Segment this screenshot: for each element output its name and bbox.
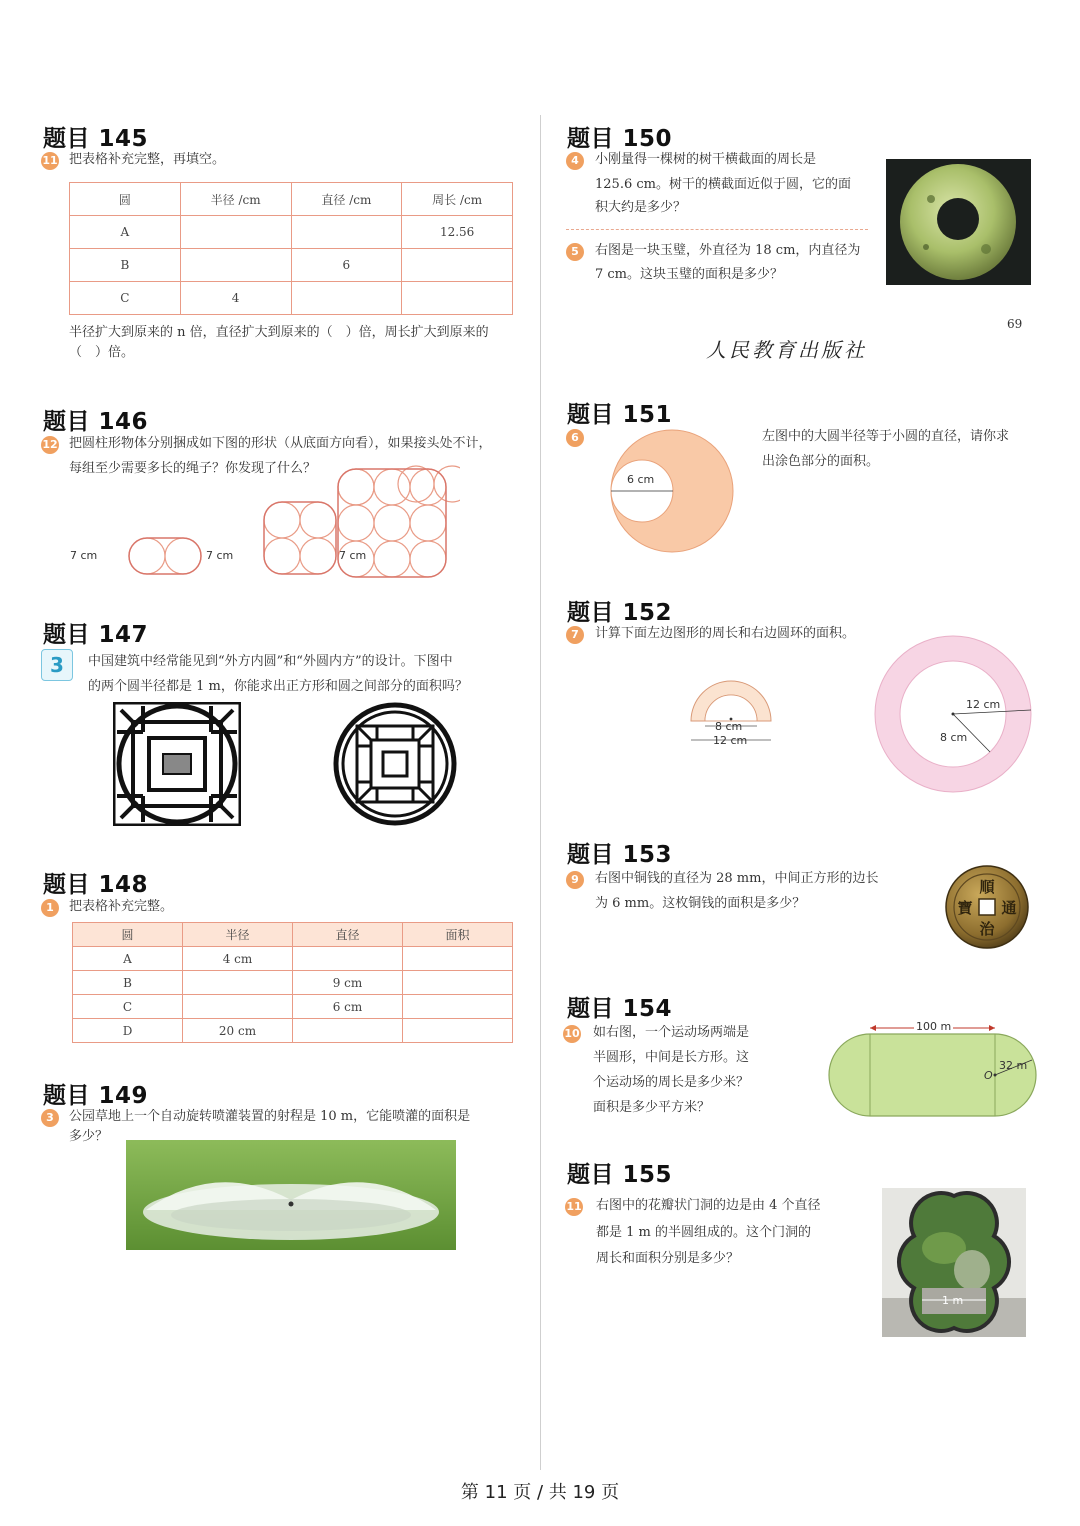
- table-cell: [402, 282, 513, 315]
- table-cell: [183, 995, 293, 1019]
- table-cell: [183, 971, 293, 995]
- q151-number-badge: 6: [566, 429, 584, 447]
- q152-number-badge: 7: [566, 626, 584, 644]
- q146-bundle-9: [330, 465, 455, 580]
- q153-number-badge: 9: [566, 871, 584, 889]
- q149-number-badge: 3: [41, 1109, 59, 1127]
- table-header-row: [73, 923, 513, 947]
- q151-title: 题目 151: [567, 402, 673, 428]
- q149-title: 题目 149: [43, 1083, 149, 1109]
- table-cell: 20 cm: [183, 1019, 293, 1043]
- table-cell: B: [73, 971, 183, 995]
- table-cell: B: [70, 249, 181, 282]
- table-cell: [402, 249, 513, 282]
- q149-sprinkler-photo: [126, 1140, 456, 1250]
- table-cell: D: [73, 1019, 183, 1043]
- column-divider: [540, 115, 541, 1470]
- table-header-cell: 半径 /cm: [180, 183, 291, 216]
- table-header-cell: 面积: [403, 923, 513, 947]
- q148-number-badge: 1: [41, 899, 59, 917]
- table-row: [70, 249, 513, 282]
- q145-fill-line1: 半径扩大到原来的 n 倍，直径扩大到原来的（ ）倍，周长扩大到原来的: [69, 325, 489, 340]
- table-cell: 4: [180, 282, 291, 315]
- q154-line3: 个运动场的周长是多少米？: [593, 1075, 750, 1090]
- q155-number-badge: 11: [565, 1198, 583, 1216]
- q155-doorway-photo: [882, 1188, 1026, 1337]
- q145-fill-line2: （ ）倍。: [69, 345, 135, 360]
- q149-line2: 多少？: [69, 1129, 109, 1144]
- q154-length-label: 100 m: [916, 1020, 952, 1033]
- table-header-cell: 直径: [293, 923, 403, 947]
- page-number-69: 69: [1007, 317, 1023, 331]
- table-cell: C: [70, 282, 181, 315]
- q148-text: 把表格补充完整。: [69, 899, 174, 914]
- table-cell: [403, 971, 513, 995]
- q147-square-window-image: [113, 702, 241, 826]
- q151-line1: 左图中的大圆半径等于小圆的直径，请你求: [762, 429, 1010, 444]
- q151-label-6cm: 6 cm: [627, 473, 655, 486]
- q151-line2: 出涂色部分的面积。: [762, 454, 880, 469]
- table-cell: [403, 947, 513, 971]
- table-cell: [180, 216, 291, 249]
- bundle-4-figure: [264, 502, 336, 574]
- table-row: [73, 947, 513, 971]
- q150-jade-disc-photo: [886, 159, 1031, 285]
- q150-number-badge-1: 4: [566, 152, 584, 170]
- q147-line1: 中国建筑中经常能见到“外方内圆”和“外圆内方”的设计。下图中: [88, 654, 453, 669]
- table-cell: [293, 947, 403, 971]
- q147-round-window-image: [333, 702, 457, 826]
- q146-title: 题目 146: [43, 409, 149, 435]
- q145-title: 题目 145: [43, 126, 149, 152]
- q152-title: 题目 152: [567, 600, 673, 626]
- q146-label-1: 7 cm: [70, 549, 98, 562]
- table-header-cell: 圆: [73, 923, 183, 947]
- q152-ring-figure: [872, 634, 1034, 794]
- q148-table: [72, 922, 513, 1043]
- page-footer: 第 11 页 / 共 19 页: [460, 1482, 620, 1503]
- table-row: [73, 1019, 513, 1043]
- table-row: [70, 282, 513, 315]
- q152-text: 计算下面左边图形的周长和右边圆环的面积。: [595, 626, 856, 641]
- publisher-logo: 人民教育出版社: [706, 338, 867, 362]
- q150-p2-line1: 右图是一块玉璧，外直径为 18 cm，内直径为: [595, 243, 861, 258]
- q150-p2-line2: 7 cm。这块玉璧的面积是多少？: [595, 267, 784, 282]
- q154-title: 题目 154: [567, 996, 673, 1022]
- q152-ring-label-8cm: 8 cm: [940, 731, 968, 744]
- q150-dashed-divider: [566, 229, 868, 230]
- q150-number-badge-2: 5: [566, 243, 584, 261]
- table-cell: A: [70, 216, 181, 249]
- q152-ring-label-12cm: 12 cm: [966, 698, 1001, 711]
- q146-label-3: 7 cm: [339, 549, 367, 562]
- table-cell: 4 cm: [183, 947, 293, 971]
- table-row: [73, 995, 513, 1019]
- q154-number-badge: 10: [563, 1025, 581, 1043]
- table-row: [73, 971, 513, 995]
- q147-title: 题目 147: [43, 622, 149, 648]
- q150-p1-line3: 积大约是多少？: [595, 200, 687, 215]
- q154-center-label: O: [984, 1069, 993, 1082]
- coin-char-bottom: 治: [979, 920, 995, 938]
- table-cell: [403, 1019, 513, 1043]
- q153-title: 题目 153: [567, 842, 673, 868]
- table-cell: [403, 995, 513, 1019]
- table-cell: 12.56: [402, 216, 513, 249]
- q155-title: 题目 155: [567, 1162, 673, 1188]
- coin-char-top: 順: [979, 878, 995, 896]
- q146-label-2: 7 cm: [206, 549, 234, 562]
- q155-line1: 右图中的花瓣状门洞的边是由 4 个直径: [596, 1198, 821, 1213]
- q155-line2: 都是 1 m 的半圆组成的。这个门洞的: [596, 1225, 811, 1240]
- q154-line1: 如右图，一个运动场两端是: [593, 1025, 750, 1040]
- q145-text: 把表格补充完整，再填空。: [69, 152, 226, 167]
- q153-line1: 右图中铜钱的直径为 28 mm，中间正方形的边长: [595, 871, 879, 886]
- coin-char-right: 通: [1001, 899, 1017, 917]
- table-cell: [180, 249, 291, 282]
- q154-line4: 面积是多少平方米？: [593, 1100, 711, 1115]
- table-cell: [293, 1019, 403, 1043]
- table-cell: [291, 282, 402, 315]
- q146-line2: 每组至少需要多长的绳子？你发现了什么？: [69, 461, 317, 476]
- q153-line2: 为 6 mm。这枚铜钱的面积是多少？: [595, 896, 806, 911]
- q152-label-8cm: 8 cm: [715, 720, 743, 733]
- table-header-cell: 周长 /cm: [402, 183, 513, 216]
- q146-number-badge: 12: [41, 436, 59, 454]
- table-header-row: [70, 183, 513, 216]
- table-cell: 6: [291, 249, 402, 282]
- table-cell: A: [73, 947, 183, 971]
- q155-label-1m: 1 m: [942, 1294, 964, 1307]
- table-cell: [291, 216, 402, 249]
- q151-circle-figure: [608, 428, 736, 554]
- q152-label-12cm: 12 cm: [713, 734, 748, 747]
- table-header-cell: 圆: [70, 183, 181, 216]
- coin-char-left: 寶: [957, 899, 973, 917]
- q145-number-badge: 11: [41, 152, 59, 170]
- table-row: [70, 216, 513, 249]
- q145-table: [69, 182, 513, 315]
- bundle-2-figure: [129, 538, 201, 574]
- table-cell: 9 cm: [293, 971, 403, 995]
- table-header-cell: 直径 /cm: [291, 183, 402, 216]
- table-header-cell: 半径: [183, 923, 293, 947]
- q148-title: 题目 148: [43, 872, 149, 898]
- q149-line1: 公园草地上一个自动旋转喷灌装置的射程是 10 m，它能喷灌的面积是: [69, 1109, 471, 1124]
- q147-line2: 的两个圆半径都是 1 m，你能求出正方形和圆之间部分的面积吗？: [88, 679, 468, 694]
- q154-line2: 半圆形，中间是长方形。这: [593, 1050, 750, 1065]
- table-cell: C: [73, 995, 183, 1019]
- q146-line1: 把圆柱形物体分别捆成如下图的形状（从底面方向看），如果接头处不计，: [69, 436, 492, 451]
- q147-number-badge: 3: [41, 649, 73, 681]
- q150-title: 题目 150: [567, 126, 673, 152]
- table-cell: 6 cm: [293, 995, 403, 1019]
- q155-line3: 周长和面积分别是多少？: [596, 1251, 740, 1266]
- q150-p1-line2: 125.6 cm。树干的横截面近似于圆，它的面: [595, 177, 851, 192]
- q153-coin-image: [944, 864, 1030, 950]
- q150-p1-line1: 小刚量得一棵树的树干横截面的周长是: [595, 152, 817, 167]
- q154-width-label: 32 m: [999, 1059, 1028, 1072]
